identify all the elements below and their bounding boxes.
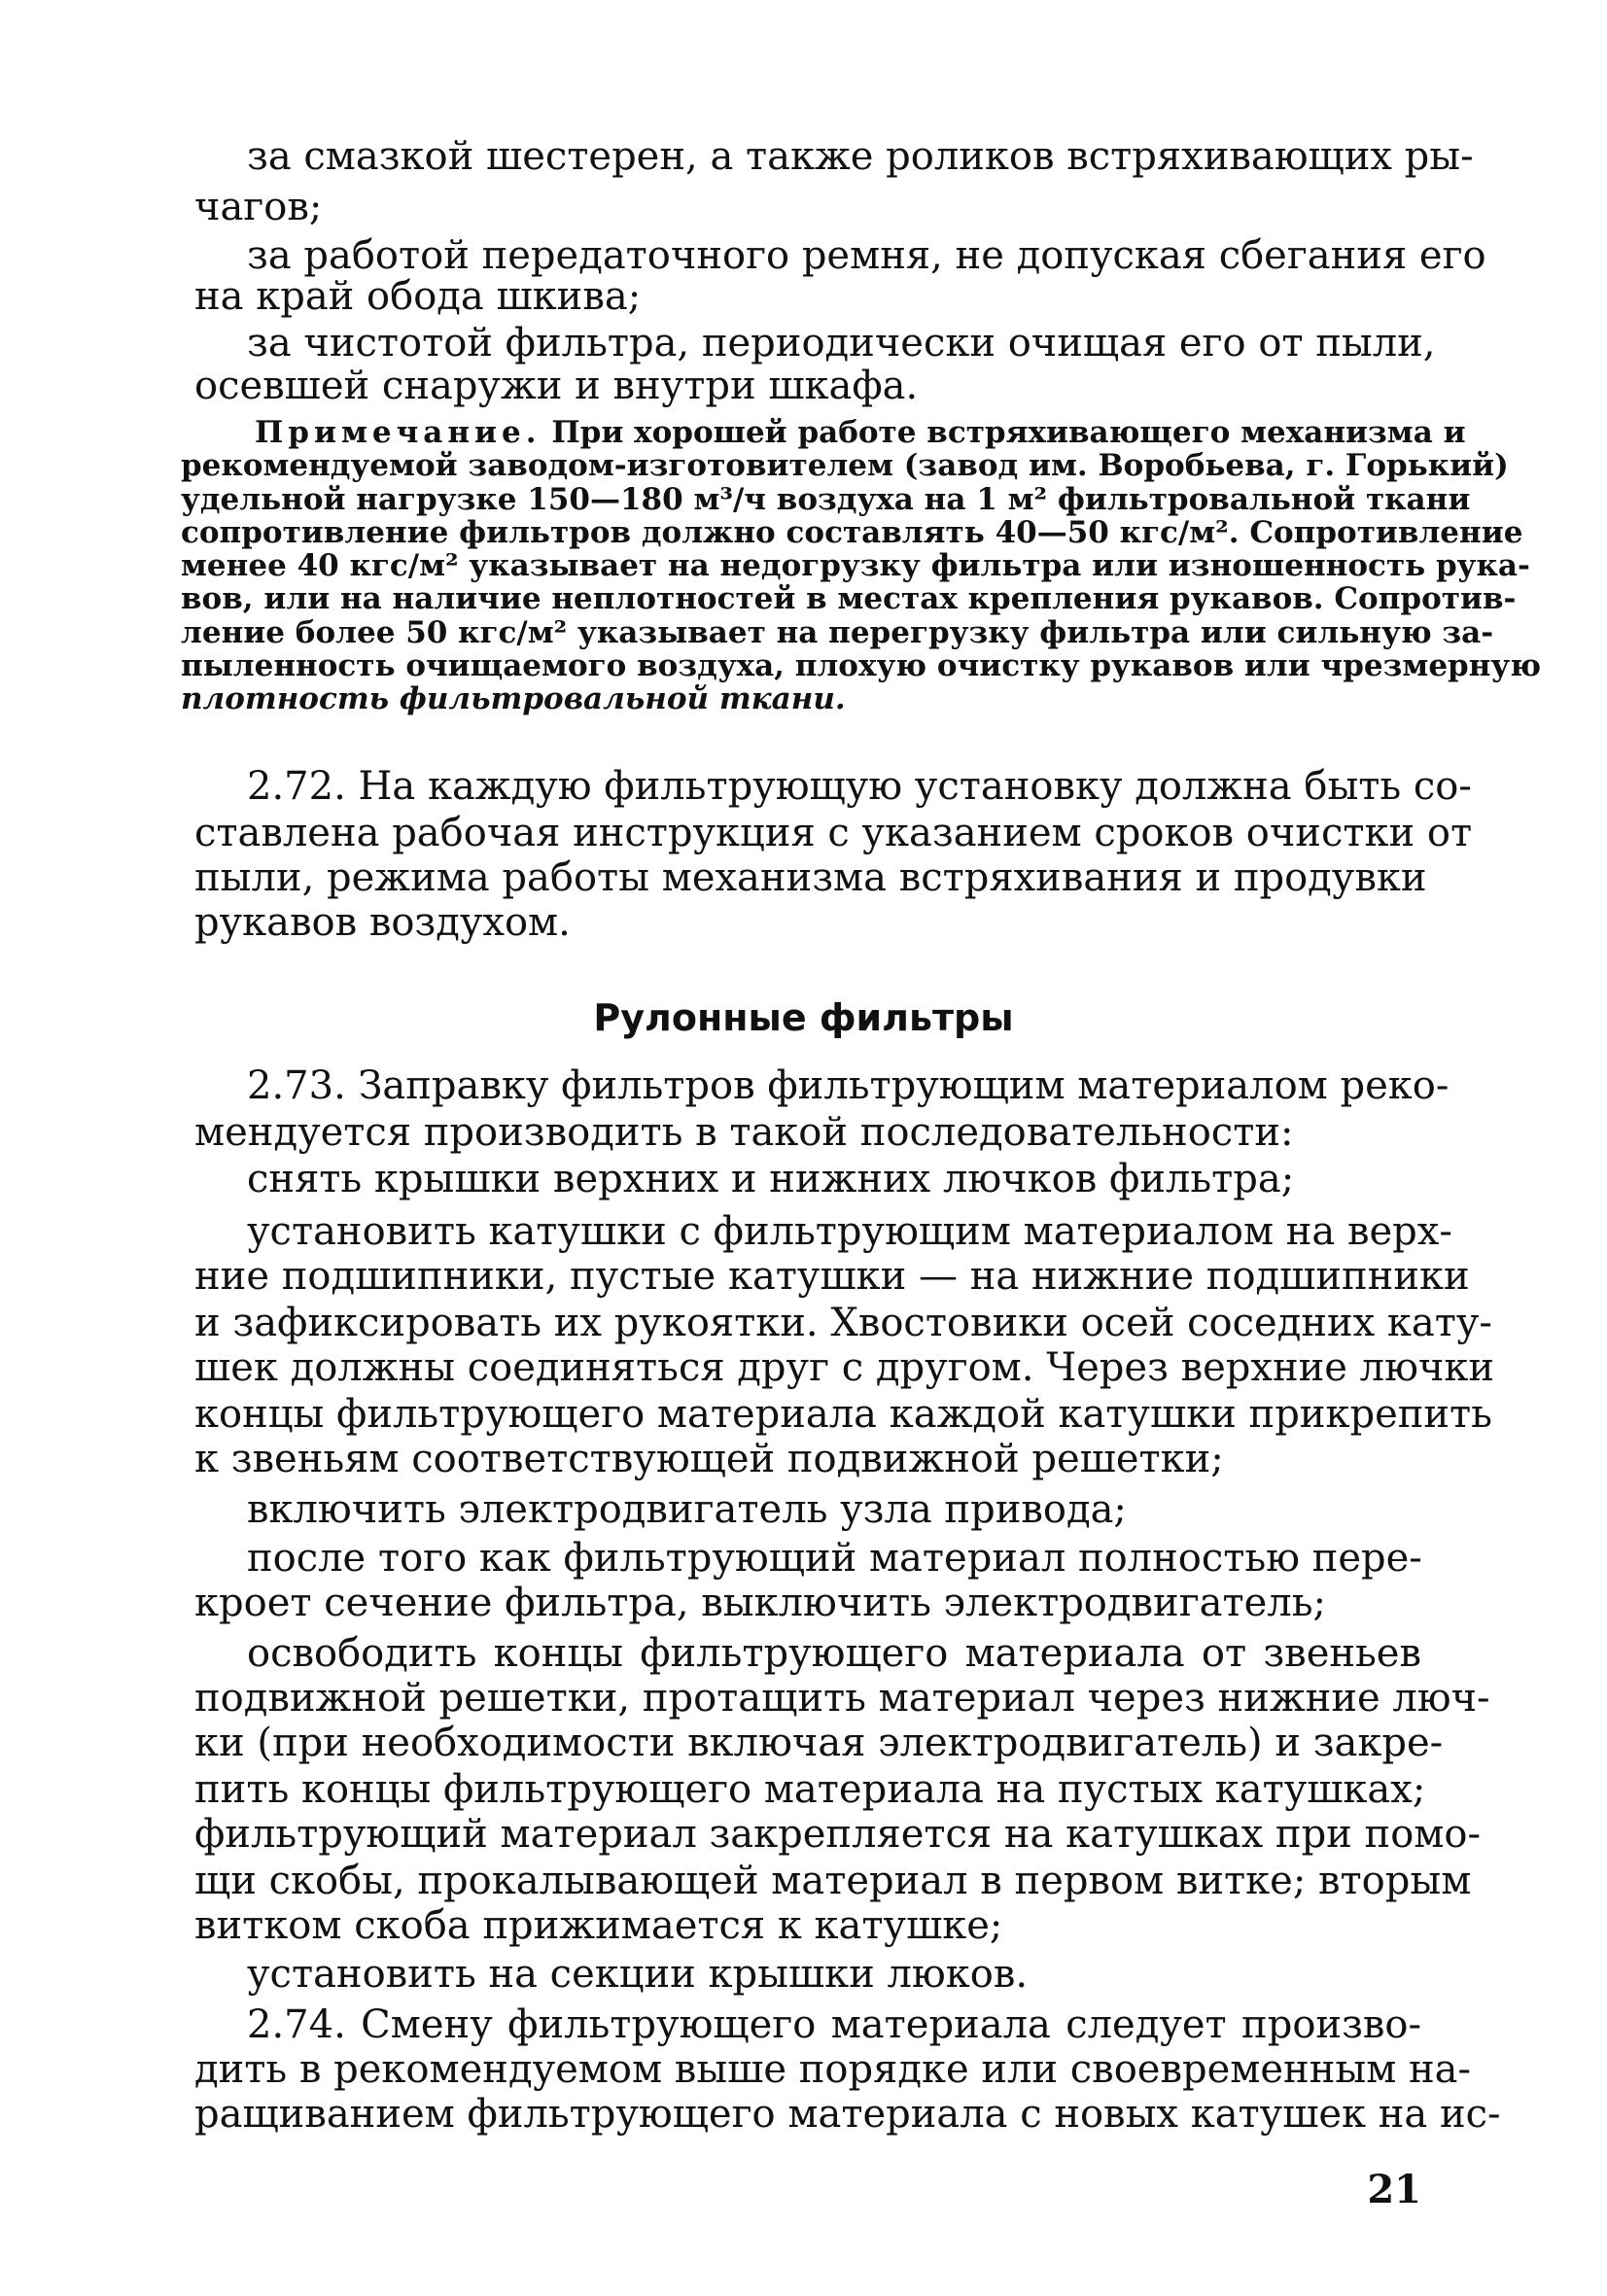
section-heading: Рулонные фильтры bbox=[593, 996, 1014, 1039]
text-line: рукавов воздухом. bbox=[194, 900, 571, 945]
text-line: подвижной решетки, протащить материал через нижние люч- bbox=[194, 1676, 1490, 1721]
text-line: ние подшипники, пустые катушки — на нижние подшипники bbox=[194, 1254, 1470, 1299]
note-line: удельной нагрузке 150—180 м³/ч воздуха на 1 м² фильтровальной ткани bbox=[181, 482, 1471, 517]
text-line: чагов; bbox=[194, 185, 323, 229]
note-line: вов, или на наличие неплотностей в местах крепления рукавов. Сопротив- bbox=[181, 581, 1517, 616]
note-line: сопротивление фильтров должно составлять 40—50 кгс/м². Сопротивление bbox=[181, 515, 1523, 550]
text-line: дить в рекомендуемом выше порядке или своевременным на- bbox=[194, 2047, 1472, 2092]
text-line: установить на секции крышки люков. bbox=[247, 1952, 1029, 1997]
note-line: рекомендуемой заводом-изготовителем (завод им. Воробьева, г. Горький) bbox=[181, 448, 1509, 483]
text-line: и зафиксировать их рукоятки. Хвостовики осей соседних кату- bbox=[194, 1301, 1492, 1345]
text-line: освободить концы фильтрующего материала от звеньев bbox=[247, 1631, 1421, 1676]
text-line: к звеньям соответствующей подвижной решетки; bbox=[194, 1437, 1224, 1481]
text-line: 2.73. Заправку фильтров фильтрующим материалом реко- bbox=[247, 1063, 1450, 1108]
text-line: шек должны соединяться друг с другом. Через верхние лючки bbox=[194, 1345, 1495, 1390]
note-line: плотность фильтровальной ткани. bbox=[181, 681, 846, 716]
text-line: 2.72. На каждую фильтрующую установку должна быть со- bbox=[247, 764, 1472, 809]
text-line: пыли, режима работы механизма встряхивания и продувки bbox=[194, 855, 1427, 900]
note-label: Примечание. bbox=[255, 415, 541, 450]
page-number: 21 bbox=[1367, 2167, 1421, 2212]
text-line: ставлена рабочая инструкция с указанием сроков очистки от bbox=[194, 811, 1473, 855]
note-first-text: При хорошей работе встряхивающего механизма и bbox=[551, 415, 1466, 450]
text-line: мендуется производить в такой последовательности: bbox=[194, 1110, 1294, 1155]
text-line: снять крышки верхних и нижних лючков фильтра; bbox=[247, 1157, 1295, 1201]
text-line: фильтрующий материал закрепляется на катушках при помо- bbox=[194, 1812, 1482, 1857]
text-line: установить катушки с фильтрующим материалом на верх- bbox=[247, 1209, 1452, 1254]
text-line: 2.74. Смену фильтрующего материала следует произво- bbox=[247, 2002, 1421, 2047]
text-line: за чистотой фильтра, периодически очищая его от пыли, bbox=[247, 321, 1436, 365]
text-line: за работой передаточного ремня, не допуская сбегания его bbox=[247, 233, 1486, 278]
text-line: ки (при необходимости включая электродвигатель) и закре- bbox=[194, 1721, 1444, 1765]
note-line: пыленность очищаемого воздуха, плохую очистку рукавов или чрезмерную bbox=[181, 648, 1542, 683]
text-line: включить электродвигатель узла привода; bbox=[247, 1487, 1127, 1532]
note-first-line bbox=[255, 415, 1466, 450]
text-line: концы фильтрующего материала каждой катушки прикрепить bbox=[194, 1392, 1492, 1437]
text-line: ращиванием фильтрующего материала с новых катушек на ис- bbox=[194, 2092, 1501, 2137]
text-line: на край обода шкива; bbox=[194, 274, 642, 319]
note-line: ление более 50 кгс/м² указывает на перегрузку фильтра или сильную за- bbox=[181, 615, 1494, 650]
text-line: пить концы фильтрующего материала на пустых катушках; bbox=[194, 1767, 1426, 1812]
text-line: за смазкой шестерен, а также роликов встряхивающих ры- bbox=[247, 134, 1474, 179]
text-line: осевшей снаружи и внутри шкафа. bbox=[194, 364, 919, 408]
text-line: щи скобы, прокалывающей материал в первом витке; вторым bbox=[194, 1859, 1472, 1903]
text-line: кроет сечение фильтра, выключить электродвигатель; bbox=[194, 1581, 1326, 1625]
text-line: после того как фильтрующий материал полностью пере- bbox=[247, 1536, 1422, 1581]
note-line: менее 40 кгс/м² указывает на недогрузку фильтра или изношенность рука- bbox=[181, 548, 1530, 583]
text-line: витком скоба прижимается к катушке; bbox=[194, 1903, 1003, 1948]
